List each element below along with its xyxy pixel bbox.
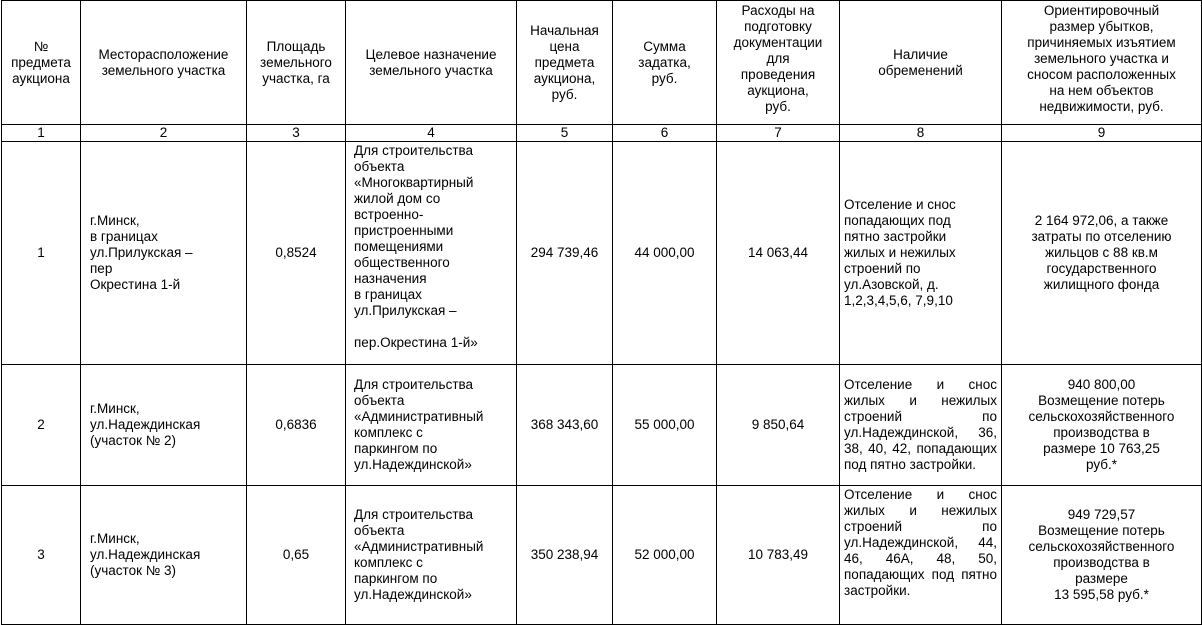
doc-costs-cell: 14 063,44 [717, 142, 840, 365]
header-purpose: Целевое назначение земельного участка [346, 1, 517, 125]
encumbrances-cell: Отселение и снос жилых и нежилых строений по ул.Надеждинской, 36, 38, 40, 42, попадающих под пятно застройки. [840, 365, 1002, 486]
location-cell: г.Минск, в границах ул.Прилукская – пер Окрестина 1-й [81, 142, 247, 365]
location-cell: г.Минск, ул.Надеждинская (участок № 3) [81, 486, 247, 625]
column-number-row [2, 125, 1202, 142]
header-lot-number: № предмета аукциона [2, 1, 81, 125]
column-number: 2 [81, 125, 247, 142]
area-cell: 0,6836 [247, 365, 346, 486]
column-number: 4 [346, 125, 517, 142]
header-deposit: Сумма задатка, руб. [613, 1, 717, 125]
area-cell: 0,8524 [247, 142, 346, 365]
losses-cell: 2 164 972,06, а также затраты по отселению жильцов с 88 кв.м государственного жилищного фонда [1002, 142, 1202, 365]
doc-costs-cell: 10 783,49 [717, 486, 840, 625]
lot-number-cell: 3 [2, 486, 81, 625]
header-location: Месторасположение земельного участка [81, 1, 247, 125]
table-row [2, 486, 1202, 625]
encumbrances-cell: Отселение и снос жилых и нежилых строений по ул.Надеждинской, 44, 46, 46А, 48, 50, попадающих под пятно застройки. [840, 486, 1002, 625]
losses-cell: 949 729,57 Возмещение потерь сельскохозяйственного производства в размере 13 595,58 руб.* [1002, 486, 1202, 625]
header-losses: Ориентировочный размер убытков, причиняемых изъятием земельного участка и сносом расположенных на нем объектов недвижимости, руб. [1002, 1, 1202, 125]
purpose-cell: Для строительства объекта «Многоквартирный жилой дом со встроенно- пристроенными помещениями общественного назначения в границах ул.Прилукская – пер.Окрестина 1-й» [346, 142, 517, 365]
purpose-cell: Для строительства объекта «Административный комплекс с паркингом по ул.Надеждинской» [346, 365, 517, 486]
lot-number-cell: 2 [2, 365, 81, 486]
start-price-cell: 294 739,46 [517, 142, 613, 365]
column-number: 1 [2, 125, 81, 142]
losses-cell: 940 800,00 Возмещение потерь сельскохозяйственного производства в размере 10 763,25 руб.* [1002, 365, 1202, 486]
deposit-cell: 44 000,00 [613, 142, 717, 365]
header-area: Площадь земельного участка, га [247, 1, 346, 125]
start-price-cell: 350 238,94 [517, 486, 613, 625]
area-cell: 0,65 [247, 486, 346, 625]
header-encumbrances: Наличие обременений [840, 1, 1002, 125]
header-doc-costs: Расходы на подготовку документации для проведения аукциона, руб. [717, 1, 840, 125]
encumbrances-cell: Отселение и снос попадающих под пятно застройки жилых и нежилых строений по ул.Азовской, д. 1,2,3,4,5,6, 7,9,10 [840, 142, 1002, 365]
location-cell: г.Минск, ул.Надеждинская (участок № 2) [81, 365, 247, 486]
deposit-cell: 55 000,00 [613, 365, 717, 486]
column-number: 3 [247, 125, 346, 142]
column-number: 9 [1002, 125, 1202, 142]
table-row [2, 142, 1202, 365]
purpose-cell: Для строительства объекта «Административный комплекс с паркингом по ул.Надеждинской» [346, 486, 517, 625]
column-number: 6 [613, 125, 717, 142]
lot-number-cell: 1 [2, 142, 81, 365]
table-row [2, 365, 1202, 486]
deposit-cell: 52 000,00 [613, 486, 717, 625]
header-start-price: Начальная цена предмета аукциона, руб. [517, 1, 613, 125]
header-row [2, 1, 1202, 125]
column-number: 8 [840, 125, 1002, 142]
start-price-cell: 368 343,60 [517, 365, 613, 486]
column-number: 7 [717, 125, 840, 142]
doc-costs-cell: 9 850,64 [717, 365, 840, 486]
column-number: 5 [517, 125, 613, 142]
auction-table [1, 0, 1202, 625]
